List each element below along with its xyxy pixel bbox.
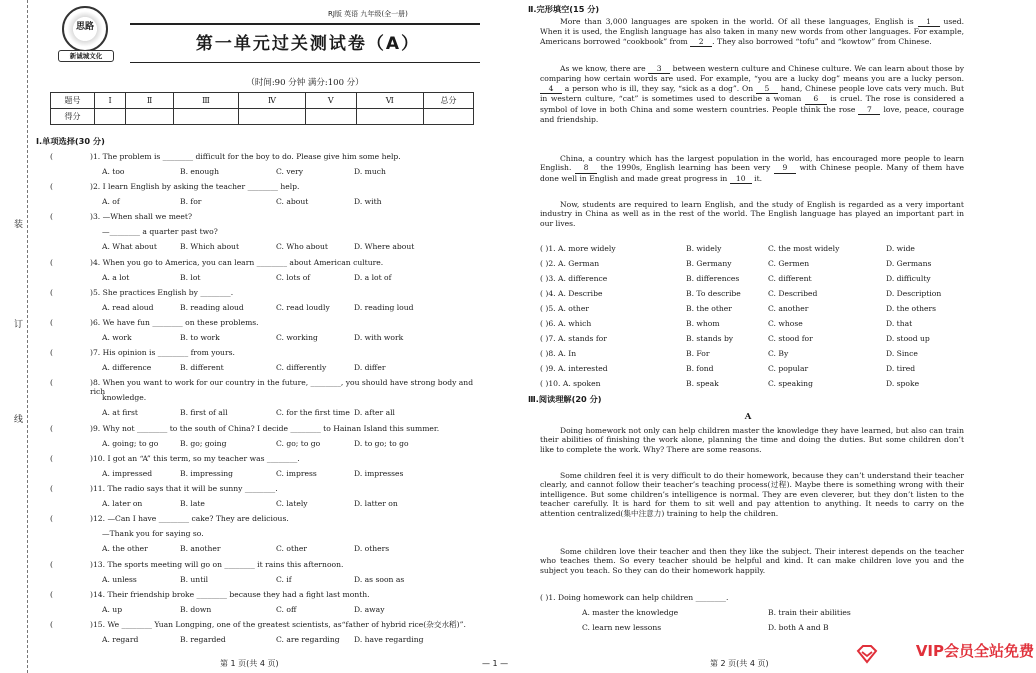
question-options — [102, 469, 482, 479]
answer-paren[interactable]: ( — [50, 378, 53, 387]
cloze-option-b[interactable]: B. the other — [686, 304, 732, 313]
cloze-option-d[interactable]: D. tired — [886, 364, 916, 373]
question-stem: )7. His opinion is ________ from yours. — [90, 348, 235, 357]
option-c[interactable]: C. about — [276, 197, 309, 206]
cloze-blank-3[interactable]: 3 — [648, 64, 670, 74]
answer-paren[interactable]: ( — [50, 454, 53, 463]
cloze-option-c[interactable]: C. the most widely — [768, 244, 840, 253]
score-cell: Ⅲ — [174, 93, 239, 109]
reading-paragraph-2: Some children feel it is very difficult to do their homework, because they can’t understand their teacher clearly, and cannot follow their teacher’s teaching process(过程). Maybe there is something wrong with their intelligence. But some children’s intelligence is normal. They are even cleverer, but they don’t listen to the teacher carefully. It is hard for them to sit well and pay attention to anything. It needs to carry on the attention centralized(集中注意力) training to help the children. — [540, 471, 964, 518]
score-cell: Ⅵ — [356, 93, 423, 109]
logo-text: 思路 — [75, 22, 94, 32]
option-d[interactable]: D. much — [354, 167, 386, 176]
question-stem: )15. We ________ Yuan Longping, one of the greatest scientists, as“father of hybrid rice(杂交水稻)”. — [90, 620, 466, 629]
time-info: （时间:90 分钟 满分:100 分） — [246, 78, 364, 88]
answer-paren[interactable]: ( — [50, 590, 53, 599]
option-b[interactable]: B. Which about — [180, 242, 239, 251]
answer-paren[interactable]: ( — [50, 424, 53, 433]
cloze-option-b[interactable]: B. whom — [686, 319, 720, 328]
question-stem: )11. The radio says that it will be sunny ________. — [90, 484, 278, 493]
cloze-option-a[interactable]: ( )6. A. which — [540, 319, 592, 328]
score-cell: Ⅰ — [95, 93, 126, 109]
option-c[interactable]: C. read loudly — [276, 303, 330, 312]
question-stem: )8. When you want to work for our country in the future, ________, you should have strong body and rich — [90, 378, 474, 397]
answer-paren[interactable]: ( — [50, 318, 53, 327]
option-c[interactable]: C. impress — [276, 469, 317, 478]
reading-option[interactable]: A. master the knowledge — [582, 608, 679, 617]
reading-option[interactable]: C. learn new lessons — [582, 623, 662, 632]
option-a[interactable]: A. a lot — [102, 273, 130, 282]
cloze-option-d[interactable]: D. stood up — [886, 334, 930, 343]
option-d[interactable]: D. with — [354, 197, 382, 206]
option-a[interactable]: A. What about — [102, 242, 157, 251]
question-stem: )5. She practices English by ________. — [90, 288, 234, 297]
cloze-option-b[interactable]: B. differences — [686, 274, 740, 283]
option-c[interactable]: C. differently — [276, 363, 327, 372]
option-d[interactable]: D. away — [354, 605, 385, 614]
cloze-option-b[interactable]: B. For — [686, 349, 710, 358]
question-stem: )13. The sports meeting will go on ________ it rains this afternoon. — [90, 560, 344, 569]
cloze-blank-7[interactable]: 7 — [858, 105, 880, 115]
cloze-option-row — [528, 244, 968, 256]
left-page — [36, 6, 482, 668]
option-a[interactable]: A. work — [102, 333, 132, 342]
option-a[interactable]: A. unless — [102, 575, 137, 584]
answer-paren[interactable]: ( — [50, 348, 53, 357]
cloze-option-b[interactable]: B. widely — [686, 244, 722, 253]
cloze-option-b[interactable]: B. Germany — [686, 259, 732, 268]
option-b[interactable]: B. lot — [180, 273, 201, 282]
option-a[interactable]: A. read aloud — [102, 303, 154, 312]
cloze-option-row — [528, 259, 968, 271]
cloze-option-b[interactable]: B. fond — [686, 364, 714, 373]
cloze-option-c[interactable]: C. speaking — [768, 379, 813, 388]
option-a[interactable]: A. difference — [102, 363, 152, 372]
question-stem: )6. We have fun ________ on these problems. — [90, 318, 259, 327]
publisher-logo — [58, 6, 114, 64]
cloze-option-a[interactable]: ( )7. A. stands for — [540, 334, 607, 343]
cloze-option-c[interactable]: C. another — [768, 304, 809, 313]
cloze-option-a[interactable]: ( )2. A. German — [540, 259, 600, 268]
cloze-option-b[interactable]: B. To describe — [686, 289, 741, 298]
option-b[interactable]: B. impressing — [180, 469, 233, 478]
option-b[interactable]: B. regarded — [180, 635, 226, 644]
binding-label-zhuang: 装 — [14, 220, 24, 230]
cloze-option-row — [528, 304, 968, 316]
cloze-option-d[interactable]: D. Germans — [886, 259, 932, 268]
binding-label-xian: 线 — [14, 415, 24, 425]
cloze-option-a[interactable]: ( )4. A. Describe — [540, 289, 603, 298]
option-b[interactable]: B. down — [180, 605, 212, 614]
answer-paren[interactable]: ( — [50, 484, 53, 493]
cloze-paragraph-3: China, a country which has the largest population in the world, has encouraged more people to learn English. 8 the 1990s, English learning has been very 9 with Chinese people. Many of them have done well in English and made great progress in 10 it. — [540, 154, 964, 183]
option-a[interactable]: A. too — [102, 167, 125, 176]
question-stem: )3. —When shall we meet? — [90, 212, 193, 221]
binding-label-ding: 订 — [14, 320, 24, 330]
option-a[interactable]: A. impressed — [102, 469, 153, 478]
option-d[interactable]: D. Where about — [354, 242, 415, 251]
option-a[interactable]: A. later on — [102, 499, 143, 508]
score-table-score-row — [51, 109, 474, 125]
cloze-blank-4[interactable]: 4 — [540, 84, 562, 94]
diamond-icon — [856, 643, 878, 665]
cloze-option-c[interactable]: C. popular — [768, 364, 809, 373]
score-cell: Ⅱ — [126, 93, 174, 109]
score-cell: 得分 — [51, 109, 95, 125]
cloze-option-row — [528, 364, 968, 376]
cloze-option-a[interactable]: ( )5. A. other — [540, 304, 589, 313]
option-c[interactable]: C. off — [276, 605, 297, 614]
option-a[interactable]: A. of — [102, 197, 120, 206]
question-stem-line2: —Thank you for saying so. — [102, 529, 204, 538]
answer-paren[interactable]: ( — [50, 152, 53, 161]
option-b[interactable]: B. to work — [180, 333, 220, 342]
score-cell: 题号 — [51, 93, 95, 109]
option-c[interactable]: C. go; to go — [276, 439, 321, 448]
option-a[interactable]: A. up — [102, 605, 123, 614]
question-options — [102, 575, 482, 585]
cloze-option-a[interactable]: ( )9. A. interested — [540, 364, 608, 373]
option-d[interactable]: D. others — [354, 544, 390, 553]
question-options — [102, 635, 482, 645]
cloze-paragraph-1: More than 3,000 languages are spoken in the world. Of all these languages, English is 1 used. When it is used, the English language has also taken in many new words from other languages. For example, Americans borrowed “cookbook” from 2 . They also borrowed “tofu” and “kowtow” from Chinese. — [540, 17, 964, 46]
score-input-cell[interactable] — [238, 109, 305, 125]
cloze-option-row — [528, 379, 968, 391]
question-options — [102, 167, 482, 177]
answer-paren[interactable]: ( — [50, 258, 53, 267]
cloze-blank-10[interactable]: 10 — [730, 174, 752, 184]
reading-paragraph-1: Doing homework not only can help children master the knowledge they have learned, but also can train their abilities of finishing the work alone, planning the time and doing the duties. But some children don’t like to complete the work. Why? There are some reasons. — [540, 426, 964, 454]
cloze-option-c[interactable]: C. Described — [768, 289, 818, 298]
option-a[interactable]: A. regard — [102, 635, 139, 644]
cloze-blank-5[interactable]: 5 — [756, 84, 778, 94]
cloze-option-d[interactable]: D. Since — [886, 349, 918, 358]
score-cell: Ⅳ — [238, 93, 305, 109]
option-b[interactable]: B. enough — [180, 167, 220, 176]
cloze-option-c[interactable]: C. stood for — [768, 334, 813, 343]
answer-paren[interactable]: ( — [50, 560, 53, 569]
binding-margin — [0, 0, 34, 673]
right-page-footer: 第 2 页(共 4 页) — [710, 659, 769, 668]
page-title: 第一单元过关测试卷（A） — [195, 34, 421, 54]
question-stem: )4. When you go to America, you can learn ________ about American culture. — [90, 258, 384, 267]
option-d[interactable]: D. have regarding — [354, 635, 424, 644]
title-rule-top — [130, 23, 480, 25]
question-options — [102, 242, 482, 252]
cloze-option-a[interactable]: ( )3. A. difference — [540, 274, 608, 283]
cloze-option-d[interactable]: D. wide — [886, 244, 915, 253]
option-d[interactable]: D. impresses — [354, 469, 404, 478]
right-page — [528, 4, 968, 668]
question-options — [102, 363, 482, 373]
answer-paren[interactable]: ( — [50, 514, 53, 523]
cloze-blank-2[interactable]: 2 — [690, 37, 712, 47]
reading-option[interactable]: B. train their abilities — [768, 608, 851, 617]
cloze-option-d[interactable]: D. difficulty — [886, 274, 931, 283]
question-options — [102, 273, 482, 283]
cloze-blank-8[interactable]: 8 — [575, 163, 597, 173]
left-page-footer: 第 1 页(共 4 页) — [220, 659, 279, 668]
vip-watermark[interactable] — [856, 640, 1034, 668]
option-d[interactable]: D. to go; to go — [354, 439, 409, 448]
option-a[interactable]: A. going; to go — [102, 439, 159, 448]
option-b[interactable]: B. another — [180, 544, 221, 553]
cloze-option-row — [528, 334, 968, 346]
cloze-option-d[interactable]: D. spoke — [886, 379, 920, 388]
option-d[interactable]: D. reading loud — [354, 303, 414, 312]
reading-paragraph-3: Some children love their teacher and then they like the subject. Their interest depends on the teacher who teaches them. So every teacher should be helpful and kind. It can make children love you and the subject you teach. So they can do their homework happily. — [540, 547, 964, 575]
cloze-option-b[interactable]: B. speak — [686, 379, 719, 388]
cloze-option-d[interactable]: D. the others — [886, 304, 937, 313]
section1-title: Ⅰ.单项选择(30 分) — [36, 136, 105, 146]
option-b[interactable]: B. until — [180, 575, 209, 584]
question-options — [102, 303, 482, 313]
score-cell: 总分 — [424, 93, 474, 109]
answer-paren[interactable]: ( — [50, 620, 53, 629]
question-options — [102, 544, 482, 554]
option-c[interactable]: C. for the first time — [276, 408, 350, 417]
option-a[interactable]: A. at first — [102, 408, 138, 417]
cloze-option-c[interactable]: C. Germen — [768, 259, 810, 268]
option-c[interactable]: C. lately — [276, 499, 308, 508]
score-input-cell[interactable] — [306, 109, 357, 125]
option-b[interactable]: B. late — [180, 499, 205, 508]
cloze-option-a[interactable]: ( )10. A. spoken — [540, 379, 601, 388]
option-d[interactable]: D. a lot of — [354, 273, 392, 282]
question-stem: )2. I learn English by asking the teacher ________ help. — [90, 182, 300, 191]
logo-banner: 新诚城文化 — [58, 50, 114, 62]
cloze-blank-6[interactable]: 6 — [805, 94, 827, 104]
question-stem-line2: —________ a quarter past two? — [102, 227, 218, 236]
cloze-option-a[interactable]: ( )8. A. In — [540, 349, 577, 358]
score-input-cell[interactable] — [424, 109, 474, 125]
cloze-option-d[interactable]: D. that — [886, 319, 913, 328]
question-options — [102, 197, 482, 207]
question-stem: )1. The problem is ________ difficult for the boy to do. Please give him some help. — [90, 152, 401, 161]
option-c[interactable]: C. are regarding — [276, 635, 340, 644]
option-a[interactable]: A. the other — [102, 544, 148, 553]
passage-letter: A — [744, 412, 752, 422]
title-rule-bottom — [130, 62, 480, 63]
option-c[interactable]: C. working — [276, 333, 318, 342]
cloze-option-c[interactable]: C. whose — [768, 319, 803, 328]
score-input-cell[interactable] — [95, 109, 126, 125]
option-c[interactable]: C. Who about — [276, 242, 328, 251]
question-options — [102, 605, 482, 615]
option-b[interactable]: B. different — [180, 363, 224, 372]
answer-paren[interactable]: ( — [50, 182, 53, 191]
center-page-number: — 1 — — [482, 659, 509, 668]
option-d[interactable]: D. after all — [354, 408, 395, 417]
question-stem: )9. Why not ________ to the south of China? I decide ________ to Hainan Island this summer. — [90, 424, 440, 433]
answer-paren[interactable]: ( — [50, 288, 53, 297]
cloze-blank-9[interactable]: 9 — [774, 163, 796, 173]
question-options — [102, 499, 482, 509]
option-d[interactable]: D. differ — [354, 363, 386, 372]
cloze-option-row — [528, 319, 968, 331]
section2-title: Ⅱ.完形填空(15 分) — [528, 4, 600, 14]
cloze-option-c[interactable]: C. different — [768, 274, 812, 283]
cloze-option-d[interactable]: D. Description — [886, 289, 942, 298]
cloze-blank-1[interactable]: 1 — [918, 17, 940, 27]
option-d[interactable]: D. latter on — [354, 499, 398, 508]
score-table-header-row — [51, 93, 474, 109]
cloze-option-b[interactable]: B. stands by — [686, 334, 734, 343]
question-stem: )10. I got an “A” this term, so my teacher was ________. — [90, 454, 300, 463]
reading-question-1: ( )1. Doing homework can help children ________. — [540, 593, 729, 602]
edition-label: RJ版 英语 九年级(全一册) — [328, 10, 408, 18]
cloze-option-row — [528, 349, 968, 361]
cloze-option-a[interactable]: ( )1. A. more widely — [540, 244, 616, 253]
cloze-option-row — [528, 289, 968, 301]
score-input-cell[interactable] — [126, 109, 174, 125]
cloze-paragraph-4: Now, students are required to learn English, and the study of English is regarded as a very important industry in China as well as in the rest of the world. The English language has played an important part in our lives. — [540, 200, 964, 228]
score-table — [50, 92, 474, 125]
option-d[interactable]: D. as soon as — [354, 575, 405, 584]
answer-paren[interactable]: ( — [50, 212, 53, 221]
cloze-option-c[interactable]: C. By — [768, 349, 789, 358]
option-b[interactable]: B. reading aloud — [180, 303, 244, 312]
option-c[interactable]: C. very — [276, 167, 304, 176]
question-stem: )14. Their friendship broke ________ because they had a fight last month. — [90, 590, 370, 599]
reading-option[interactable]: D. both A and B — [768, 623, 829, 632]
question-stem: )12. —Can I have ________ cake? They are delicious. — [90, 514, 289, 523]
binding-dashed-line — [27, 0, 28, 673]
option-b[interactable]: B. first of all — [180, 408, 228, 417]
option-b[interactable]: B. go; going — [180, 439, 227, 448]
cloze-option-row — [528, 274, 968, 286]
score-input-cell[interactable] — [356, 109, 423, 125]
option-c[interactable]: C. other — [276, 544, 308, 553]
question-options — [102, 333, 482, 343]
question-options — [102, 439, 482, 449]
score-cell: Ⅴ — [306, 93, 357, 109]
option-c[interactable]: C. if — [276, 575, 292, 584]
section3-title: Ⅲ.阅读理解(20 分) — [528, 394, 602, 404]
question-options — [102, 408, 482, 418]
option-d[interactable]: D. with work — [354, 333, 404, 342]
logo-emblem — [62, 6, 108, 52]
cloze-paragraph-2: As we know, there are 3 between western culture and Chinese culture. We can learn about those by comparing how certain words are used. For example, “you are a lucky dog” means you are a lucky person. 4 a person who is ill, they say, “sick as a dog”. On 5 hand, Chinese people love cats very much. But in western culture, “cat” is sometimes used to describe a woman 6 is cruel. The rose is considered a symbol of love in both China and some western countries. People think the rose 7 love, peace, courage and friendship. — [540, 64, 964, 125]
option-c[interactable]: C. lots of — [276, 273, 311, 282]
vip-text: VIP会员全站免费 — [915, 642, 1034, 660]
score-input-cell[interactable] — [174, 109, 239, 125]
question-stem-line2: knowledge. — [102, 393, 147, 402]
option-b[interactable]: B. for — [180, 197, 202, 206]
